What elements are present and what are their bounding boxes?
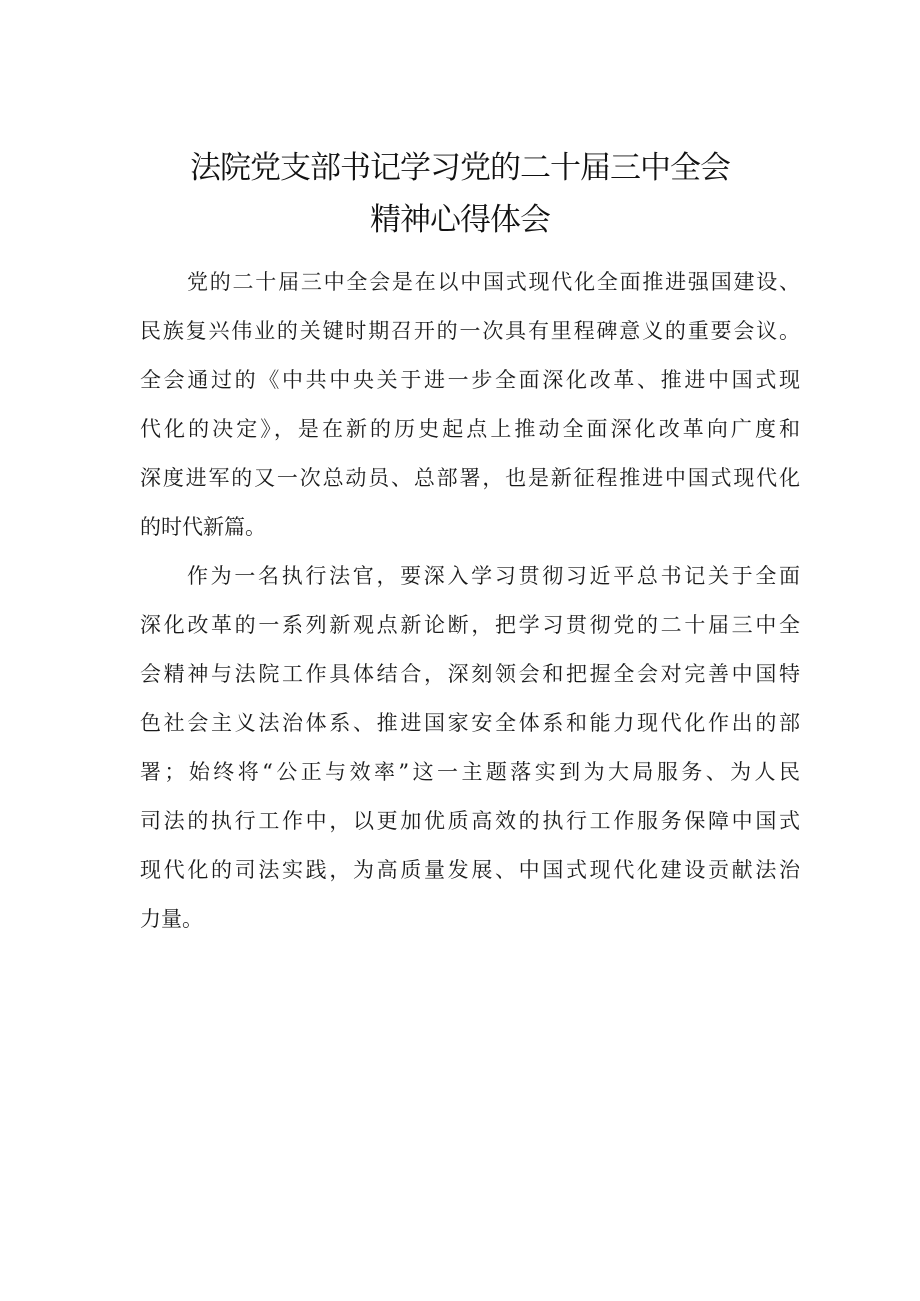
paragraph-line: 党的二十届三中全会是在以中国式现代化全面推进强国建设、 [187, 270, 800, 294]
paragraph-line: 深化改革的一系列新观点新论断，把学习贯彻党的二十届三中全 [140, 613, 800, 637]
paragraph-line: 现代化的司法实践，为高质量发展、中国式现代化建设贡献法治 [140, 858, 800, 882]
paragraph-line: 色社会主义法治体系、推进国家安全体系和能力现代化作出的部 [140, 711, 800, 735]
paragraph-line: 会精神与法院工作具体结合，深刻领会和把握全会对完善中国特 [140, 662, 800, 686]
paragraph-line: 司法的执行工作中，以更加优质高效的执行工作服务保障中国式 [140, 809, 800, 833]
paragraph-line: 作为一名执行法官，要深入学习贯彻习近平总书记关于全面 [187, 564, 800, 588]
paragraph-line: 代化的决定》，是在新的历史起点上推动全面深化改革向广度和 [140, 417, 800, 441]
paragraph-line: 全会通过的《中共中央关于进一步全面深化改革、推进中国式现 [140, 368, 800, 392]
paragraph-line: 力量。 [140, 907, 203, 931]
paragraph-line: 署；始终将“公正与效率”这一主题落实到为大局服务、为人民 [140, 760, 800, 784]
paragraph-line: 民族复兴伟业的关键时期召开的一次具有里程碑意义的重要会议。 [140, 319, 800, 343]
document-title-line-2: 精神心得体会 [370, 202, 550, 238]
document-title-line-1: 法院党支部书记学习党的二十届三中全会 [190, 150, 730, 186]
paragraph-line: 的时代新篇。 [140, 515, 266, 539]
paragraph-line: 深度进军的又一次总动员、总部署，也是新征程推进中国式现代化 [140, 466, 800, 490]
